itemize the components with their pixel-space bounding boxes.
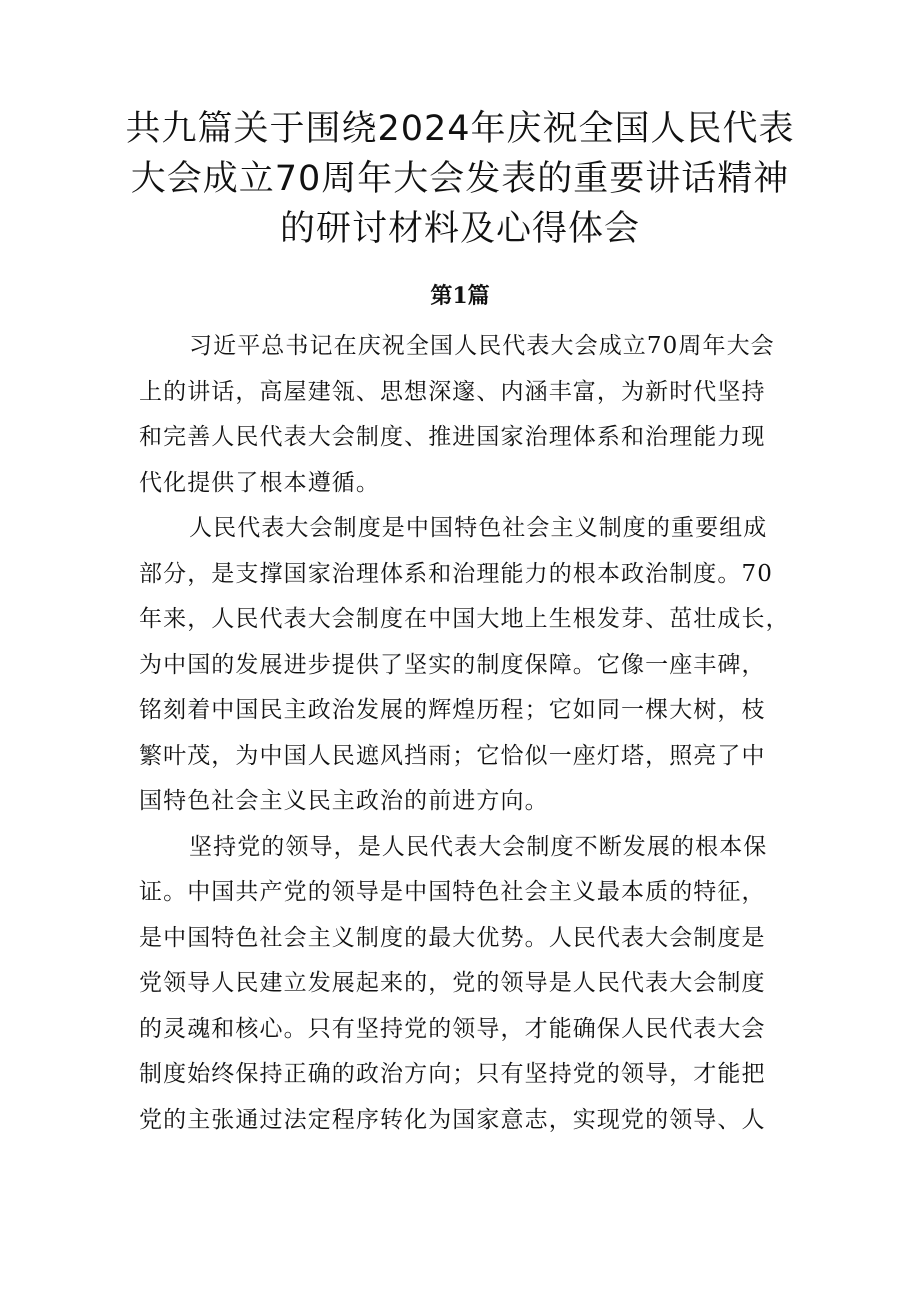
body-line: 上的讲话，高屋建瓴、思想深邃、内涵丰富，为新时代坚持 — [139, 378, 766, 405]
title-line: 大会成立70周年大会发表的重要讲话精神 — [130, 159, 790, 199]
body-line: 党领导人民建立发展起来的，党的领导是人民代表大会制度 — [139, 970, 766, 996]
body-line: 部分，是支撑国家治理体系和治理能力的根本政治制度。70 — [139, 560, 773, 587]
title-line: 的研讨材料及心得体会 — [279, 209, 640, 249]
body-line: 代化提供了根本遵循。 — [139, 469, 380, 496]
body-line: 证。中国共产党的领导是中国特色社会主义最本质的特征， — [139, 879, 766, 905]
body-line: 坚持党的领导，是人民代表大会制度不断发展的根本保 — [189, 833, 768, 860]
section-heading: 第1篇 — [430, 283, 490, 309]
body-line: 人民代表大会制度是中国特色社会主义制度的重要组成 — [189, 515, 768, 541]
body-line: 是中国特色社会主义制度的最大优势。人民代表大会制度是 — [139, 924, 766, 951]
title-line: 共九篇关于围绕2024年庆祝全国人民代表 — [125, 109, 795, 149]
body-line: 为中国的发展进步提供了坚实的制度保障。它像一座丰碑， — [139, 651, 766, 678]
body-line: 的灵魂和核心。只有坚持党的领导，才能确保人民代表大会 — [139, 1015, 766, 1042]
body-text — [139, 324, 799, 1143]
body-line: 铭刻着中国民主政治发展的辉煌历程；它如同一棵大树，枝 — [139, 697, 766, 723]
body-line: 习近平总书记在庆祝全国人民代表大会成立70周年大会 — [189, 333, 775, 359]
body-line: 年来，人民代表大会制度在中国大地上生根发芽、茁壮成长， — [139, 606, 790, 632]
body-line: 制度始终保持正确的政治方向；只有坚持党的领导，才能把 — [139, 1061, 766, 1087]
body-line: 繁叶茂，为中国人民遮风挡雨；它恰似一座灯塔，照亮了中 — [139, 742, 766, 769]
body-line: 国特色社会主义民主政治的前进方向。 — [139, 788, 549, 814]
document-title — [100, 104, 820, 254]
body-line: 党的主张通过法定程序转化为国家意志，实现党的领导、人 — [139, 1106, 766, 1133]
body-line: 和完善人民代表大会制度、推进国家治理体系和治理能力现 — [139, 424, 766, 450]
